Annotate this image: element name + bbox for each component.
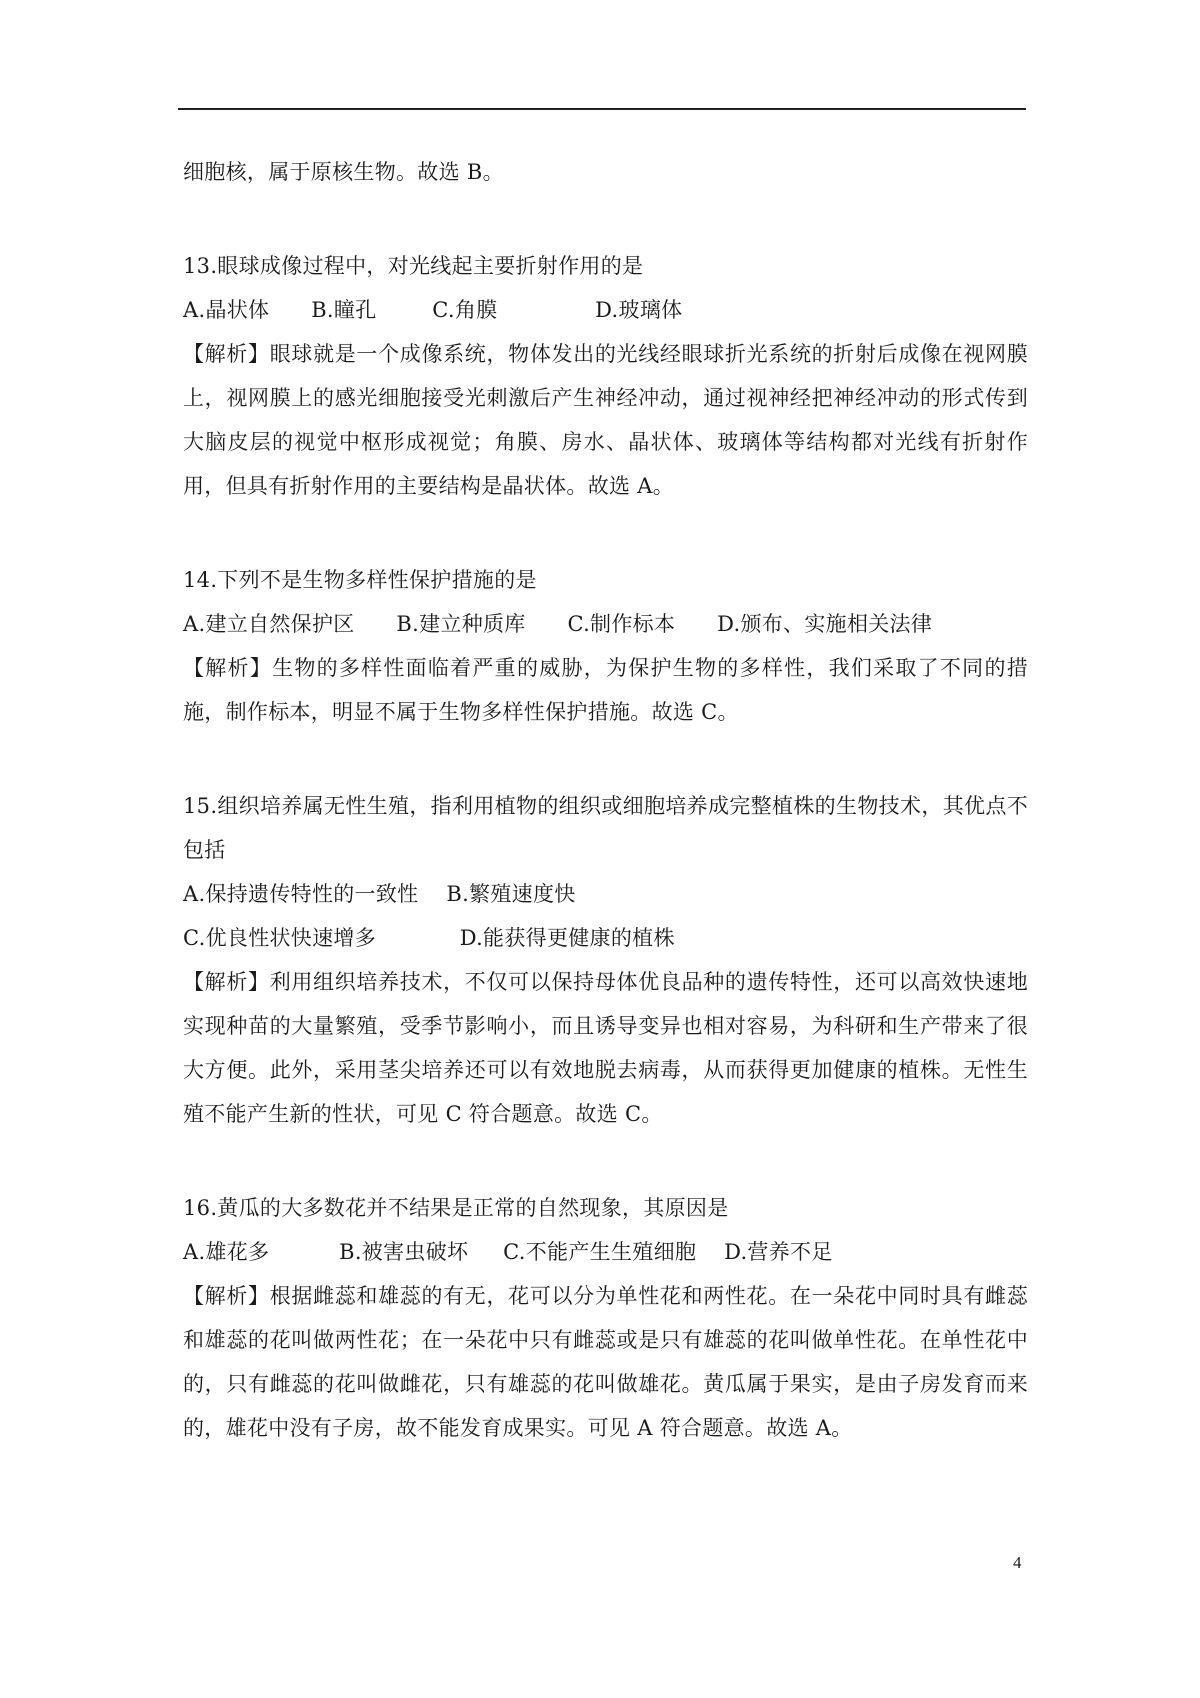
section-gap: [183, 1136, 1028, 1186]
question-15-analysis: [183, 960, 1028, 1136]
analysis-text: 生物的多样性面临着严重的威胁，为保护生物的多样性，我们采取了不同的措施，制作标本，明显不属于生物多样性保护措施。故选 C。: [183, 656, 1029, 724]
analysis-text: 根据雌蕊和雄蕊的有无，花可以分为单性花和两性花。在一朵花中同时具有雌蕊和雄蕊的花叫做两性花；在一朵花中只有雌蕊或是只有雄蕊的花叫做单性花。在单性花中的，只有雌蕊的花叫做雌花，只有雄蕊的花叫做雄花。黄瓜属于果实，是由子房发育而来的，雄花中没有子房，故不能发育成果实。可见 A 符合题意。故选 A。: [183, 1284, 1029, 1440]
analysis-tag: 【解析】: [183, 1284, 270, 1308]
header-rule: [178, 108, 1026, 110]
question-15-stem: 15.组织培养属无性生殖，指利用植物的组织或细胞培养成完整植株的生物技术，其优点不包括: [183, 794, 1028, 862]
question-15-options-line-2: C.优良性状快速增多 D.能获得更健康的植株: [183, 926, 675, 950]
question-14: [183, 558, 1028, 734]
question-14-stem: 14.下列不是生物多样性保护措施的是: [183, 568, 537, 592]
analysis-text: 眼球就是一个成像系统，物体发出的光线经眼球折光系统的折射后成像在视网膜上，视网膜上的感光细胞接受光刺激后产生神经冲动，通过视神经把神经冲动的形式传到大脑皮层的视觉中枢形成视觉；角膜、房水、晶状体、玻璃体等结构都对光线有折射作用，但具有折射作用的主要结构是晶状体。故选 A。: [183, 342, 1029, 498]
page-number: 4: [1013, 1553, 1022, 1572]
analysis-text: 利用组织培养技术，不仅可以保持母体优良品种的遗传特性，还可以高效快速地实现种苗的大量繁殖，受季节影响小，而且诱导变异也相对容易，为科研和生产带来了很大方便。此外，采用茎尖培养还可以有效地脱去病毒，从而获得更加健康的植株。无性生殖不能产生新的性状，可见 C 符合题意。故选 C。: [183, 970, 1029, 1126]
question-16-analysis: [183, 1274, 1028, 1450]
question-13-analysis: [183, 332, 1028, 508]
question-13: [183, 244, 1028, 508]
question-16: [183, 1186, 1028, 1450]
continued-answer-12: 细胞核，属于原核生物。故选 B。: [183, 160, 504, 184]
analysis-tag: 【解析】: [183, 656, 273, 680]
question-15: [183, 784, 1028, 1136]
document-body: [183, 150, 1028, 1450]
question-16-stem: 16.黄瓜的大多数花并不结果是正常的自然现象，其原因是: [183, 1196, 729, 1220]
question-13-stem: 13.眼球成像过程中，对光线起主要折射作用的是: [183, 254, 644, 278]
question-15-options-line-1: A.保持遗传特性的一致性 B.繁殖速度快: [183, 882, 576, 906]
section-gap: [183, 194, 1028, 244]
question-14-options: A.建立自然保护区 B.建立种质库 C.制作标本 D.颁布、实施相关法律: [183, 612, 933, 636]
question-14-analysis: [183, 646, 1028, 734]
question-13-options: A.晶状体 B.瞳孔 C.角膜 D.玻璃体: [183, 298, 683, 322]
section-gap: [183, 734, 1028, 784]
section-gap: [183, 508, 1028, 558]
analysis-tag: 【解析】: [183, 342, 270, 366]
analysis-tag: 【解析】: [183, 970, 270, 994]
question-16-options: A.雄花多 B.被害虫破坏 C.不能产生生殖细胞 D.营养不足: [183, 1240, 833, 1264]
